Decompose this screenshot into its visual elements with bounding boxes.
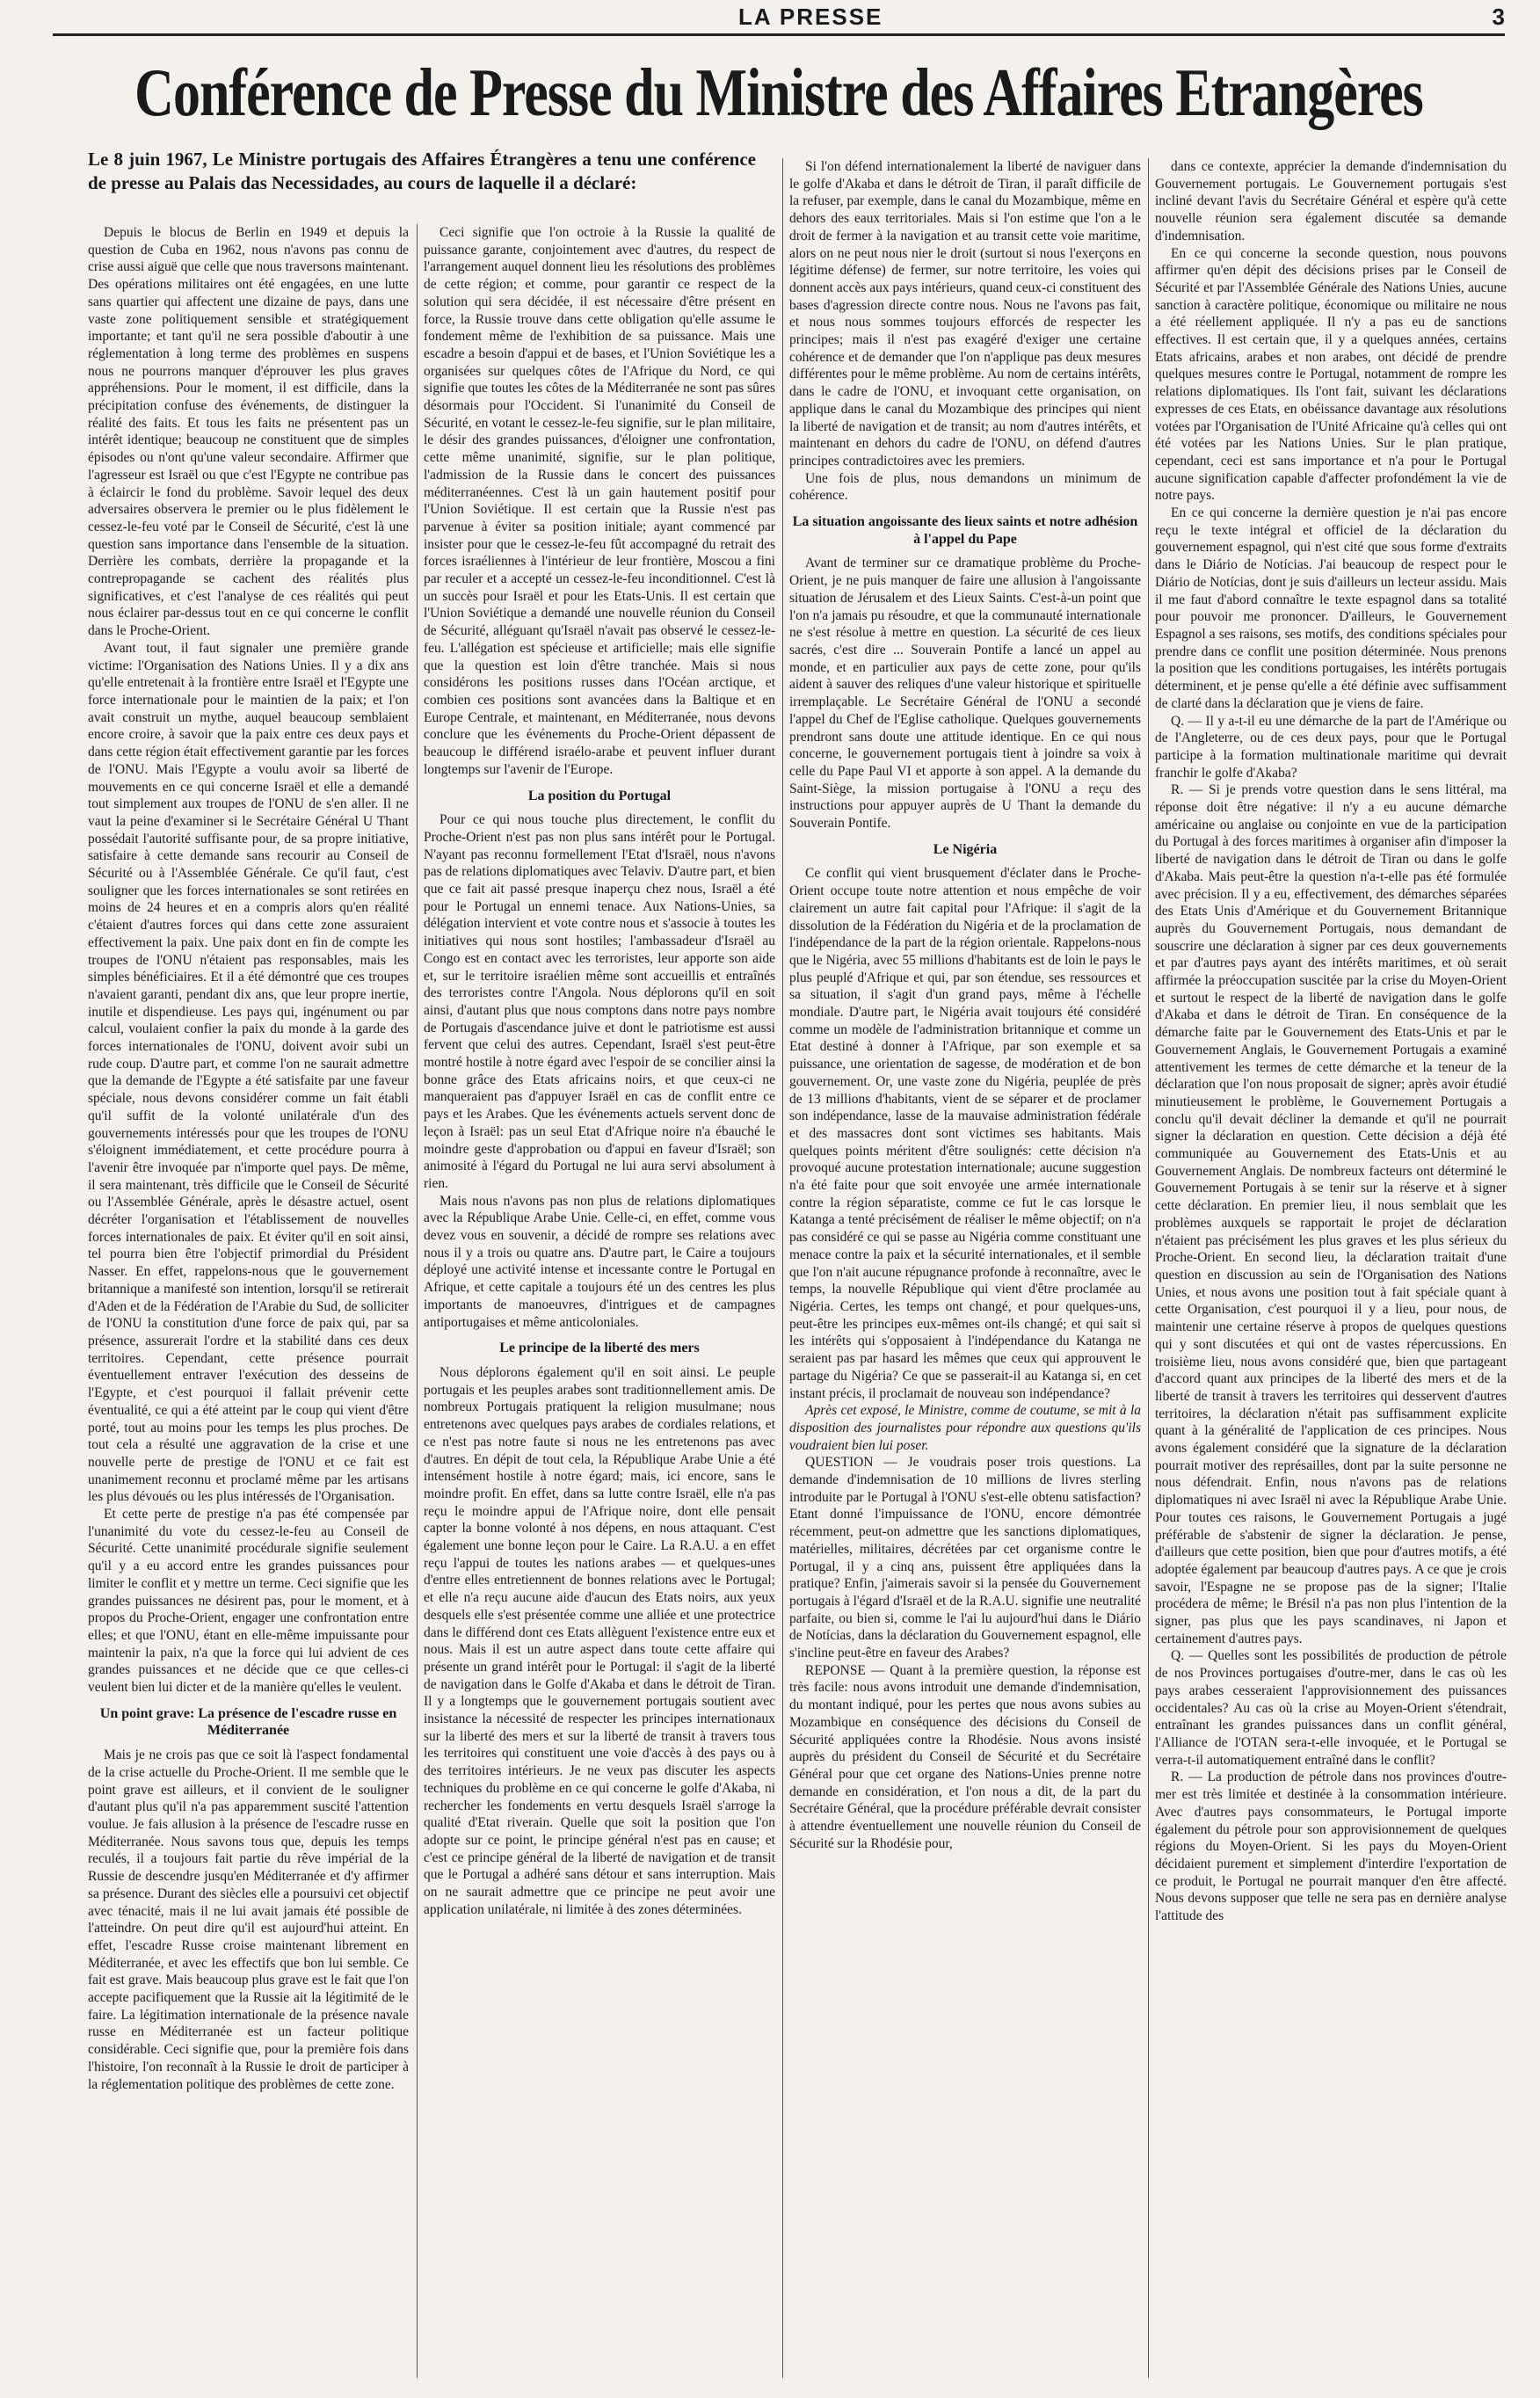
paragraph: Nous déplorons également qu'il en soit ainsi. Le peuple portugais et les peuples arabes sont traditionnellement amis. De nombreux Portugais pratiquent la religion musulmane; nous entretenons avec quelques pays arabes de cordiales relations, et ce n'est pas notre faute si nous ne les entretenons pas avec d'autres. En dépit de tout cela, la République Arabe Unie a été intensément hostile à notre égard; mais, ici encore, sans le moindre profit. En effet, dans sa lutte contre Israël, elle n'a pas reçu le moindre appui de l'Afrique noire, dont elle pensait capter la bonne volonté à nos dépens, en nous attaquant. C'est également une bonne leçon pour le Caire. La R.A.U. a en effet reçu l'appui de toutes les nations arabes — et quelques-unes d'entre elles entretiennent de bonnes relations avec le Portugal; et elle n'a reçu aucune aide d'aucun des Etats noirs, aux yeux desquels elle s'est présentée comme une alliée et une protectrice dans le différend dont ces Etats allèguent l'existence entre eux et nous. Mais il est un autre aspect dans toute cette affaire qui présente un grand intérêt pour le Portugal: il s'agit de la liberté de navigation dans le Golfe d'Akaba et dans le détroit de Tiran. Il y a longtemps que le gouvernement portugais soutient avec insistance la nécessité de respecter les principes internationaux sur la liberté des mers et sur la liberté de transit à travers tous les territoires qui constituent une voie d'accès à des pays ou à des territoires intérieurs. Je ne veux pas discuter les aspects techniques du problème en ce qui concerne le golfe d'Akaba, ni rechercher les fondements en vertu desquels Israël s'arroge la qualité d'Etat riverain. Quelle que soit la position que l'on adopte sur ce point, le principe général n'est pas en cause; et c'est ce principe général de la liberté de navigation et de transit que le Portugal a adhéré sans détour et sans interruption. Mais on ne saurait admettre que ce principe ne peut avoir une application unilatérale, ni limitée à des zones déterminées. [424, 1365, 775, 1917]
paragraph: Avant tout, il faut signaler une première grande victime: l'Organisation des Nations Unies. Il y a dix ans qu'elle entretenait à la frontière entre Israël et l'Egypte une force internationale pour le maintien de la paix; et l'on avait construit un mythe, auquel beaucoup semblaient encore croire, à savoir que la paix entre ces deux pays et dans cette région était effectivement garantie par les forces de l'ONU. Mais l'Egypte a voulu avoir sa liberté de mouvements en ce qui concerne Israël et elle a demandé tout simplement aux troupes de l'ONU de s'en aller. Il ne vaut la peine d'examiner si le Secrétaire Général U Thant possédait l'autorité suffisante pour, de sa propre initiative, satisfaire à cette demande sans recourir au Conseil de Sécurité ou à l'Assemblée Générale. Ce qu'il faut, c'est souligner que les forces internationales se sont retirées en moins de 24 heures et en a compris alors qu'en réalité c'étaient d'autres forces qui dans cette zone assuraient effectivement la paix. Une paix dont en fin de compte les troupes de l'ONU n'étaient pas responsables, mais les simples bénéficiaires. Et il a été démontré que ces troupes n'avaient garanti, pendant dix ans, que leur propre inertie, inutile et dispendieuse. Les pays qui, ingénument ou par calcul, voulaient confier la paix du monde à la garde des forces internationales de l'ONU, doivent avoir subi un rude coup. D'autre part, et comme l'on ne saurait admettre que la demande de l'Egypte a été satisfaite par une faveur spéciale, nous devons considérer comme un fait établi qu'il suffit de la volonté unilatérale d'un des gouvernements intéressés pour que les troupes de l'ONU s'éloignent immédiatement, et cette procédure pourra à l'avenir être invoquée par n'importe quel pays. De même, il sera maintenant, très difficile que le Conseil de Sécurité ou l'Assemblée Générale, après le désastre actuel, osent décréter l'organisation et l'établissement de nouvelles forces internationales de paix. Et éviter qu'il en soit ainsi, tel pourra bien être l'objectif primordial du Président Nasser. En effet, rappelons-nous que le gouvernement britannique a manifesté son intention, lorsqu'il se retirerait d'Aden et de la Fédération de l'Arabie du Sud, de solliciter de l'ONU la constitution d'une force de paix qui, par sa présence, assurerait l'ordre et la stabilité dans ces deux territoires. Cependant, cette présence pourrait éventuellement entraver l'exécution des desseins de l'Egypte, et c'est pourquoi il fallait prévenir cette éventualité, ce qui a été atteint par le coup qui vient d'être porté, tout au moins pour les temps les plus proches. De tout cela a résulté une aggravation de la crise et une nouvelle perte de prestige de l'ONU et ce fait est unanimement reconnu et proclamé même par les artisans les plus dévoués ou les plus intéressés de l'Organisation. [88, 640, 409, 1505]
paragraph: Avant de terminer sur ce dramatique problème du Proche-Orient, je ne puis manquer de faire une allusion à l'angoissante situation de Jérusalem et des Lieux Saints. C'est-à-un point que l'on n'a jamais pu résoudre, et que la communauté internationale ne s'est résolue à mettre en question. La sécurité de ces lieux sacrés, c'est dire ... Souverain Pontife a lancé un appel au monde, et en particulier aux pays de cette zone, pour qu'ils aident à sauver des reliques d'une valeur historique et spirituelle irremplaçable. Le Secrétaire Général de l'ONU a secondé l'appel du Chef de l'Eglise catholique. Quelques gouvernements prendront sans doute une attitude identique. En ce qui nous concerne, le gouvernement portugais tient à joindre sa voix à celle du Pape Paul VI et apporte à son appel. A la demande du Saint-Siège, la mission portugaise à l'ONU a reçu des instructions pour appuyer auprès de U Thant la demande du Souverain Pontife. [789, 556, 1141, 832]
paragraph: Et cette perte de prestige n'a pas été compensée par l'unanimité du vote du cessez-le-feu au Conseil de Sécurité. Cette unanimité procédurale signifie seulement qu'il y a eu accord entre les grandes puissances pour limiter le conflit et y mettre un terme. Ceci signifie que les grandes puissances ne désirent pas, pour le moment, et à propos du Proche-Orient, engager une confrontation entre elles; et que l'ONU, étant en elle-même impuissante pour maintenir la paix, n'a que la force qui lui advient de ces grandes puissances et ne décide que ce que celles-ci veulent bien lui dicter et de la manière qu'elles le veulent. [88, 1507, 409, 1696]
column-2 [424, 224, 775, 2378]
paragraph: Pour ce qui nous touche plus directement, le conflit du Proche-Orient n'est pas non plus sans intérêt pour le Portugal. N'ayant pas reconnu formellement l'Etat d'Israël, nous n'avons pas de relations diplomatiques avec Telaviv. D'autre part, et bien que ce fait ait passé presque inaperçu chez nous, Israël a été pour le Portugal un ennemi tenace. Aux Nations-Unies, sa délégation intervient et vote contre nous et s'associe à toutes les initiatives qui nous sont hostiles; l'ambassadeur d'Israël au Congo est en contact avec les terroristes, leur apporte son aide et, sur le territoire israélien même sont accueillis et entraînés des terroristes contre l'Angola. Nous déplorons qu'il en soit ainsi, d'autant plus que nous comptons dans notre pays nombre de Portugais d'ascendance juive et dont le patriotisme est aussi fervent que celui des autres. Cependant, Israël s'est peut-être montré hostile à notre égard avec l'espoir de se concilier ainsi la bonne grâce des Etats africains noirs, et que ceux-ci ne manqueraient pas d'appuyer Israël en cas de conflit entre ce pays et les Arabes. Que les événements actuels servent donc de leçon à Israël: pas un seul Etat d'Afrique noire n'a ébauché le moindre geste d'approbation ou d'appui en faveur d'Israël; son animosité à l'égard du Portugal ne lui aura servi absolument à rien. [424, 812, 775, 1191]
paragraph: Ceci signifie que l'on octroie à la Russie la qualité de puissance garante, conjointement avec d'autres, du respect de l'arrangement auquel donnent lieu les résolutions des problèmes de cette région; et comme, pour garantir ce respect de la solution qui sera décidée, il est nécessaire d'être présent en force, la Russie trouve dans cette obligation qu'elle assume le fondement même de l'exhibition de sa puissance. Mais une escadre a besoin d'appui et de bases, et l'Union Soviétique les a organisées sur quelques côtes de l'Afrique du Nord, ce qui signifie que toutes les côtes de la Méditerranée ne sont pas sûres désormais pour l'Occident. Si l'unanimité du Conseil de Sécurité, en votant le cessez-le-feu signifie, sur le plan militaire, le désir des grandes puissances, d'éloigner une confrontation, cette même unanimité, signifie, sur le plan politique, l'admission de la Russie dans le concert des puissances méditerranéennes. C'est là un gain hautement positif pour l'Union Soviétique. Il est certain que la Russie n'est pas parvenue à éviter sa position initiale; ayant commencé par insister pour que le cessez-le-feu fût accompagné du retrait des forces israéliennes à l'intérieur de leur frontière, Moscou a fini par reculer et a accepté un cessez-le-feu inconditionnel. C'est là un succès pour Israël et pour les Etats-Unis. Il est certain que l'Union Soviétique a demandé une nouvelle réunion du Conseil de Sécurité, alléguant qu'Israël n'avait pas observé le cessez-le-feu. L'allégation est spécieuse et artificielle; mais elle signifie que la question est loin d'être tranchée. Mais si nous considérons les positions russes dans l'Océan arctique, et combien ces positions sont avancées dans la Baltique et en Europe Centrale, et maintenant, en Méditerranée, nous devons conclure que les événements du Proche-Orient dépassent de beaucoup le différend israélo-arabe et peuvent influer durant longtemps sur l'avenir de l'Europe. [424, 225, 775, 777]
column-divider [1148, 158, 1149, 2378]
question-paragraph: QUESTION — Je voudrais poser trois questions. La demande d'indemnisation de 10 millions de livres sterling introduite par le Portugal à l'ONU s'est-elle obtenu satisfaction? Etant donné l'impuissance de l'ONU, encore démontrée récemment, peut-on admettre que les sanctions diplomatiques, matérielles, militaires, décrétées par cet organisme contre le Portugal, il y a cinq ans, puissent être appliquées dans la pratique? Enfin, j'aimerais savoir si la pensée du Gouvernement portugais à l'égard d'Israël et de la R.A.U. signifie une neutralité parfaite, ou bien si, comme le l'ai lu aujourd'hui dans le Diário de Notícias, dans la déclaration du Gouvernement espagnol, elle s'incline peut-être en faveur des Arabes? [789, 1455, 1141, 1661]
paragraph: Depuis le blocus de Berlin en 1949 et depuis la question de Cuba en 1962, nous n'avons pas connu de crise aussi aiguë que celle que nous traversons maintenant. Des opérations militaires ont été engagées, en une lutte sans quartier qui affectent une dizaine de pays, dans une vaste zone politiquement sensible et stratégiquement importante; et tant qu'il ne sera possible d'aboutir à une réglementation à long terme des problèmes en suspens nous ne pourrons manquer d'éprouver les plus graves appréhensions. Pour le moment, il est difficile, dans la précipitation confuse des événements, de distinguer la réalité des faits. Et tous les faits ne présentent pas un intérêt identique; beaucoup ne constituent que de simples épisodes ou n'ont qu'une valeur secondaire. Affirmer que l'agresseur est Israël ou que c'est l'Egypte ne contribue pas à éclaircir le fond du problème. Savoir lequel des deux adversaires observera le premier ou le plus fidèlement le cessez-le-feu voté par le Conseil de Sécurité, c'est là une question sans importance dans l'ensemble de la situation. Derrière les combats, derrière la propagande et la contrepropagande se cachent des réalités plus significatives, et c'est l'analyse de ces réalités qui peut nous éclairer par-dessus tout en ce qui concerne le conflit dans le Proche-Orient. [88, 225, 409, 639]
section-heading: La position du Portugal [527, 788, 672, 803]
paragraph: Mais nous n'avons pas non plus de relations diplomatiques avec la République Arabe Unie. Celle-ci, en effet, comme vous devez vous en souvenir, a décidé de rompre ses relations avec nous il y a trois ou quatre ans. D'autre part, le Caire a toujours déployé une activité intense et incessante contre le Portugal en Afrique, et cette capitale a toujours été un des centres les plus importants de manoeuvres, d'intrigues et de campagnes antiportugaises et même anticoloniales. [424, 1193, 775, 1330]
section-heading: Le Nigéria [933, 841, 998, 857]
article-title: Conférence de Presse du Ministre des Affaires Etrangères [134, 55, 1423, 131]
paragraph: dans ce contexte, apprécier la demande d'indemnisation du Gouvernement portugais. Le Gouvernement portugais s'est incliné devant l'avis du Secrétaire Général et espère qu'à cette nouvelle réunion sera également discutée sa demande d'indemnisation. [1155, 159, 1507, 243]
paragraph: Mais je ne crois pas que ce soit là l'aspect fondamental de la crise actuelle du Proche-Orient. Il me semble que le point grave est ailleurs, et il convient de le souligner d'autant plus qu'il n'a pas apparemment suscité l'attention voulue. Je fais allusion à la présence de l'escadre russe en Méditerranée. Nous savons tous que, depuis les temps reculés, il a toujours fait partie du rêve impérial de la Russie de descendre jusqu'en Méditerranée et d'y affirmer sa présence. Durant des siècles elle a poursuivi cet objectif avec ténacité, mais il ne lui avait jamais été possible de l'atteindre. On peut dire qu'il est aujourd'hui atteint. En effet, l'escadre Russe croise maintenant librement en Méditerranée, et avec les effectifs que bon lui semble. Ce fait est grave. Mais beaucoup plus grave est le fait que l'on accepte pacifiquement que la Russie ait la légitimité de le faire. La légitimation internationale de la présence navale russe en Méditerranée est un facteur politique considérable. Ceci signifie que, pour la première fois dans l'histoire, l'on reconnaît à la Russie le droit de participer à la réglementation politique des problèmes de cette zone. [88, 1748, 409, 2092]
column-divider [782, 158, 783, 2378]
article-lead: Le 8 juin 1967, Le Ministre portugais des Affaires Étrangères a tenu une conférence de presse au Palais das Necessidades, au cours de laquelle il a déclaré: [88, 149, 756, 193]
page-number: 3 [1492, 4, 1505, 30]
paragraph: En ce qui concerne la dernière question je n'ai pas encore reçu le texte intégral et officiel de la déclaration du gouvernement espagnol, qui n'est cité que sous forme d'extraits dans le Diário de Notícias. J'ai beaucoup de respect pour le Diário de Notícias, dont je suis d'ailleurs un lecteur assidu. Mais il me faut d'abord connaître le texte espagnol dans sa totalité pour pouvoir me prononcer. D'ailleurs, le Gouvernement Espagnol a ses raisons, ses motifs, des conditions spéciales pour prendre dans ce conflit une position déterminée. Nous prenons la position que les conditions portugaises, les intérêts portugais déterminent, et je pense qu'elle a été définie avec suffisamment de clarté dans la déclaration que je viens de faire. [1155, 505, 1507, 711]
page-header [53, 4, 1505, 36]
editorial-note: Après cet exposé, le Ministre, comme de coutume, se mit à la disposition des journalistes pour répondre aux questions qu'ils voudraient bien lui poser. [789, 1403, 1141, 1453]
paragraph: Une fois de plus, nous demandons un minimum de cohérence. [789, 470, 1141, 504]
column-4 [1155, 158, 1507, 2378]
question-paragraph: Q. — Quelles sont les possibilités de production de pétrole de nos Provinces portugaises d'outre-mer, dans le cas où les pays arabes cesseraient l'approvisionnement des puissances occidentales? Au cas où la crise au Moyen-Orient s'étendrait, entraînant les grandes puissances dans un conflit général, l'Alliance de l'OTAN sera-t-elle invoquée, et le Portugal se verra-t-il automatiquement entraîné dans le conflit? [1155, 1648, 1507, 1768]
answer-paragraph: REPONSE — Quant à la première question, la réponse est très facile: nous avons introduit une demande d'indemnisation, du montant indiqué, pour les pertes que nous avons subies au Mozambique en conséquence des décisions du Conseil de Sécurité appliquées contre la Rhodésie. Nous avons insisté auprès du président du Conseil de Sécurité et du Secrétaire Général pour que cet organe des Nations-Unies prenne notre demande en considération, et l'on nous a dit, de la part du Secrétaire Général, que la procédure préférable devrait consister à attendre éventuellement une nouvelle réunion du Conseil de Sécurité sur la Rhodésie pour, [789, 1662, 1141, 1851]
question-paragraph: Q. — Il y a-t-il eu une démarche de la part de l'Amérique ou de l'Angleterre, ou de ces deux pays, pour que le Portugal participe à la formation multinationale maritime qui devrait franchir le golfe d'Akaba? [1155, 713, 1507, 781]
paragraph: Ce conflit qui vient brusquement d'éclater dans le Proche-Orient occupe toute notre attention et nous empêche de voir clairement un autre fait capital pour l'Afrique: il s'agit de la dissolution de la Fédération du Nigéria et de la proclamation de l'indépendance de la part de la région orientale. Rappelons-nous que le Nigéria, avec 55 millions d'habitants est de loin le pays le plus peuplé d'Afrique et qui, par son étendue, ses ressources et sa situation, il s'agit d'un grand pays, même à l'échelle mondiale. D'autre part, le Nigéria avait toujours été considéré comme un modèle de l'administration britannique et comme un Etat destiné à donner à l'Afrique, par son exemple et sa puissance, une orientation de sagesse, de modération et de bon gouvernement. Or, une vaste zone du Nigéria, peuplée de près de 13 millions d'habitants, vient de se séparer et de proclamer son indépendance, lasse de la mauvaise administration fédérale et des massacres dont sont victimes ses habitants. Mais quelques points méritent d'être soulignés: cette décision n'a provoqué aucune protestation internationale; aucune suggestion n'a été faite pour que soit envoyée une armée internationale contre la région séparatiste, comme ce fut le cas lorsque le Katanga a tenté précisément de réaliser le même objectif; on n'a pas considéré ce qui se passe au Nigéria comme constituant une menace contre la paix et la sécurité internationales, et il semble que l'on n'ait aucune répugnance profonde à reconnaître, avec le temps, la nouvelle République qui vient d'être proclamée au Nigéria. Certes, les temps ont changé, et pour quelques-uns, peut-être les principes eux-mêmes ont-ils changé; et qui sait si les intérêts qui s'opposaient à l'indépendance du Katanga ne seraient pas par hasard les mêmes que ceux qui approuvent le partage du Nigéria? Ce que se passerait-il au Katanga si, en cet instant précis, il proclamait de nouveau son indépendance? [789, 866, 1141, 1401]
answer-paragraph: R. — La production de pétrole dans nos provinces d'outre-mer est très limitée et destinée à la consommation intérieure. Avec d'autres pays consommateurs, le Portugal importe également du pétrole pour son approvisionnement de quelques régions du Moyen-Orient. Si les pays du Moyen-Orient décidaient purement et simplement d'interdire l'exportation de ce produit, le Portugal ne pourrait manquer d'en être affecté. Nous devons supposer que telle ne sera pas en dernière analyse l'attitude des [1155, 1769, 1507, 1924]
column-1 [88, 224, 409, 2378]
paragraph: En ce qui concerne la seconde question, nous pouvons affirmer qu'en dépit des décisions prises par le Conseil de Sécurité et par l'Assemblée Générale des Nations Unies, aucune sanction à caractère politique, économique ou militaire ne nous a été réellement appliquée. Il n'y a pas eu de sanctions effectives. Il est certain que, il y a quelques années, certains Etats africains, arabes et non arabes, ont décidé de prendre quelques mesures contre le Portugal, notamment de rompre les relations diplomatiques. Ils l'ont fait, suivant les déclarations expresses de ces Etats, en obéissance davantage aux résolutions votées par l'Organisation de l'Unité Africaine qu'à celles qui ont été votées par les Nations Unies. Sur le plan pratique, cependant, ceci est sans importance et n'a pour le Portugal aucune signification capable d'affecter profondément la vie de notre pays. [1155, 245, 1507, 504]
section-heading: Le principe de la liberté des mers [499, 1341, 700, 1356]
answer-paragraph: R. — Si je prends votre question dans le sens littéral, ma réponse doit être négative: il n'y a eu aucune démarche américaine ou anglaise ou conjointe en vue de la participation du Portugal à des forces maritimes à organiser afin d'imposer la liberté de navigation dans le détroit de Tiran ou dans le golfe d'Akaba. Mais peut-être la question n'a-t-elle pas été formulée avec précision. Il y a eu, effectivement, des démarches séparées des Etats Unis d'Amérique et du Gouvernement Britannique auprès du Gouvernement Portugais, nous demandant de souscrire une déclaration à signer par ces deux gouvernements et par d'autres pays ayant des intérêts maritimes, et où serait affirmée la préoccupation suscitée par la crise du Moyen-Orient et surtout le respect de la liberté de navigation dans le golfe d'Akaba et dans le détroit de Tiran. En conséquence de la démarche faite par le Gouvernement des Etats-Unis et par le Gouvernement Anglais, le Gouvernement Portugais a examiné attentivement les termes de cette démarche et la teneur de la déclaration que l'on nous proposait de signer; après avoir étudié minutieusement le problème, le Gouvernement Portugais a conclu qu'il devait décliner la demande et qu'il ne pourrait signer la déclaration en question. Cette décision a déjà été communiquée au Gouvernement des Etats-Unis et au Gouvernement Anglais. De nombreux facteurs ont déterminé le Gouvernement Portugais à se tenir sur la réserve et à signer cette déclaration. En premier lieu, il nous semblait que les problèmes auxquels se rapportait le projet de déclaration n'étaient pas précisément les plus graves et les plus sérieux du Proche-Orient. En second lieu, la déclaration traitait d'une question en discussion au sein de l'Organisation des Nations Unies, et nous avons une position tout à fait spéciale quant à cette Organisation, c'est pourquoi il y a lieu, pour nous, de maintenir une certaine réserve à propos de quelques questions qui y sont discutées et qui ont de vastes répercussions. En troisième lieu, nous avons considéré que, bien que partageant d'accord quant aux principes de la liberté des mers et de la liberté de transit à travers les territoires qui desservent d'autres territoires, la déclaration n'était pas suffisamment explicite quant à la généralité de l'application de ces principes. Nous avons également considéré que la signature de la déclaration pourrait motiver des représailles, dont par la suite personne ne nous défendrait. Enfin, nous n'avons pas de relations diplomatiques ni avec Israël ni avec la République Arabe Unie. Pour toutes ces raisons, le Gouvernement Portugais a jugé préférable de s'abstenir de signer la déclaration. Je pense, d'ailleurs que cette position, bien que pour d'autres motifs, a été adoptée également par beaucoup d'autres pays. A ce que je crois savoir, l'Espagne ne se propose pas de la signer; l'Italie procédera de même; le Brésil n'a pas non plus l'intention de la signer, pas plus que les pays scandinaves, ni Japon et certainement d'autres pays. [1155, 782, 1507, 1646]
paragraph: Si l'on défend internationalement la liberté de naviguer dans le golfe d'Akaba et dans le détroit de Tiran, il paraît difficile de la refuser, par exemple, dans le canal du Mozambique, même en dehors des eaux territoriales. Mais si l'on estime que l'on a le droit de fermer à la navigation et au transit cette voie maritime, alors on ne peut nous nier le droit (surtout si nous l'exerçons en légitime défense) de fermer, sur notre territoire, les voies qui donnent accès aux pays intérieurs, quand ceux-ci constituent des bases d'agression directe contre nous. Nous ne l'avons pas fait, et nous nous sommes toujours efforcés de respecter les principes; mais il n'est pas exagéré d'exiger une certaine cohérence et de demander que l'on n'applique pas deux mesures différentes pour le même problème. Au nom de certains intérêts, dans le cadre de l'ONU, et invoquant cette organisation, on applique dans le canal du Mozambique des principes qui nient la liberté de navigation et de transit; au nom d'autres intérêts, et maintenant en dehors du cadre de l'ONU, on défend d'autres principes contradictoires avec les premiers. [789, 159, 1141, 469]
column-divider [417, 224, 418, 2378]
masthead: LA PRESSE [738, 4, 883, 30]
section-heading: Un point grave: La présence de l'escadre russe en Méditerranée [99, 1705, 397, 1739]
column-3 [789, 158, 1141, 2378]
section-heading: La situation angoissante des lieux saints et notre adhésion à l'appel du Pape [792, 514, 1138, 547]
